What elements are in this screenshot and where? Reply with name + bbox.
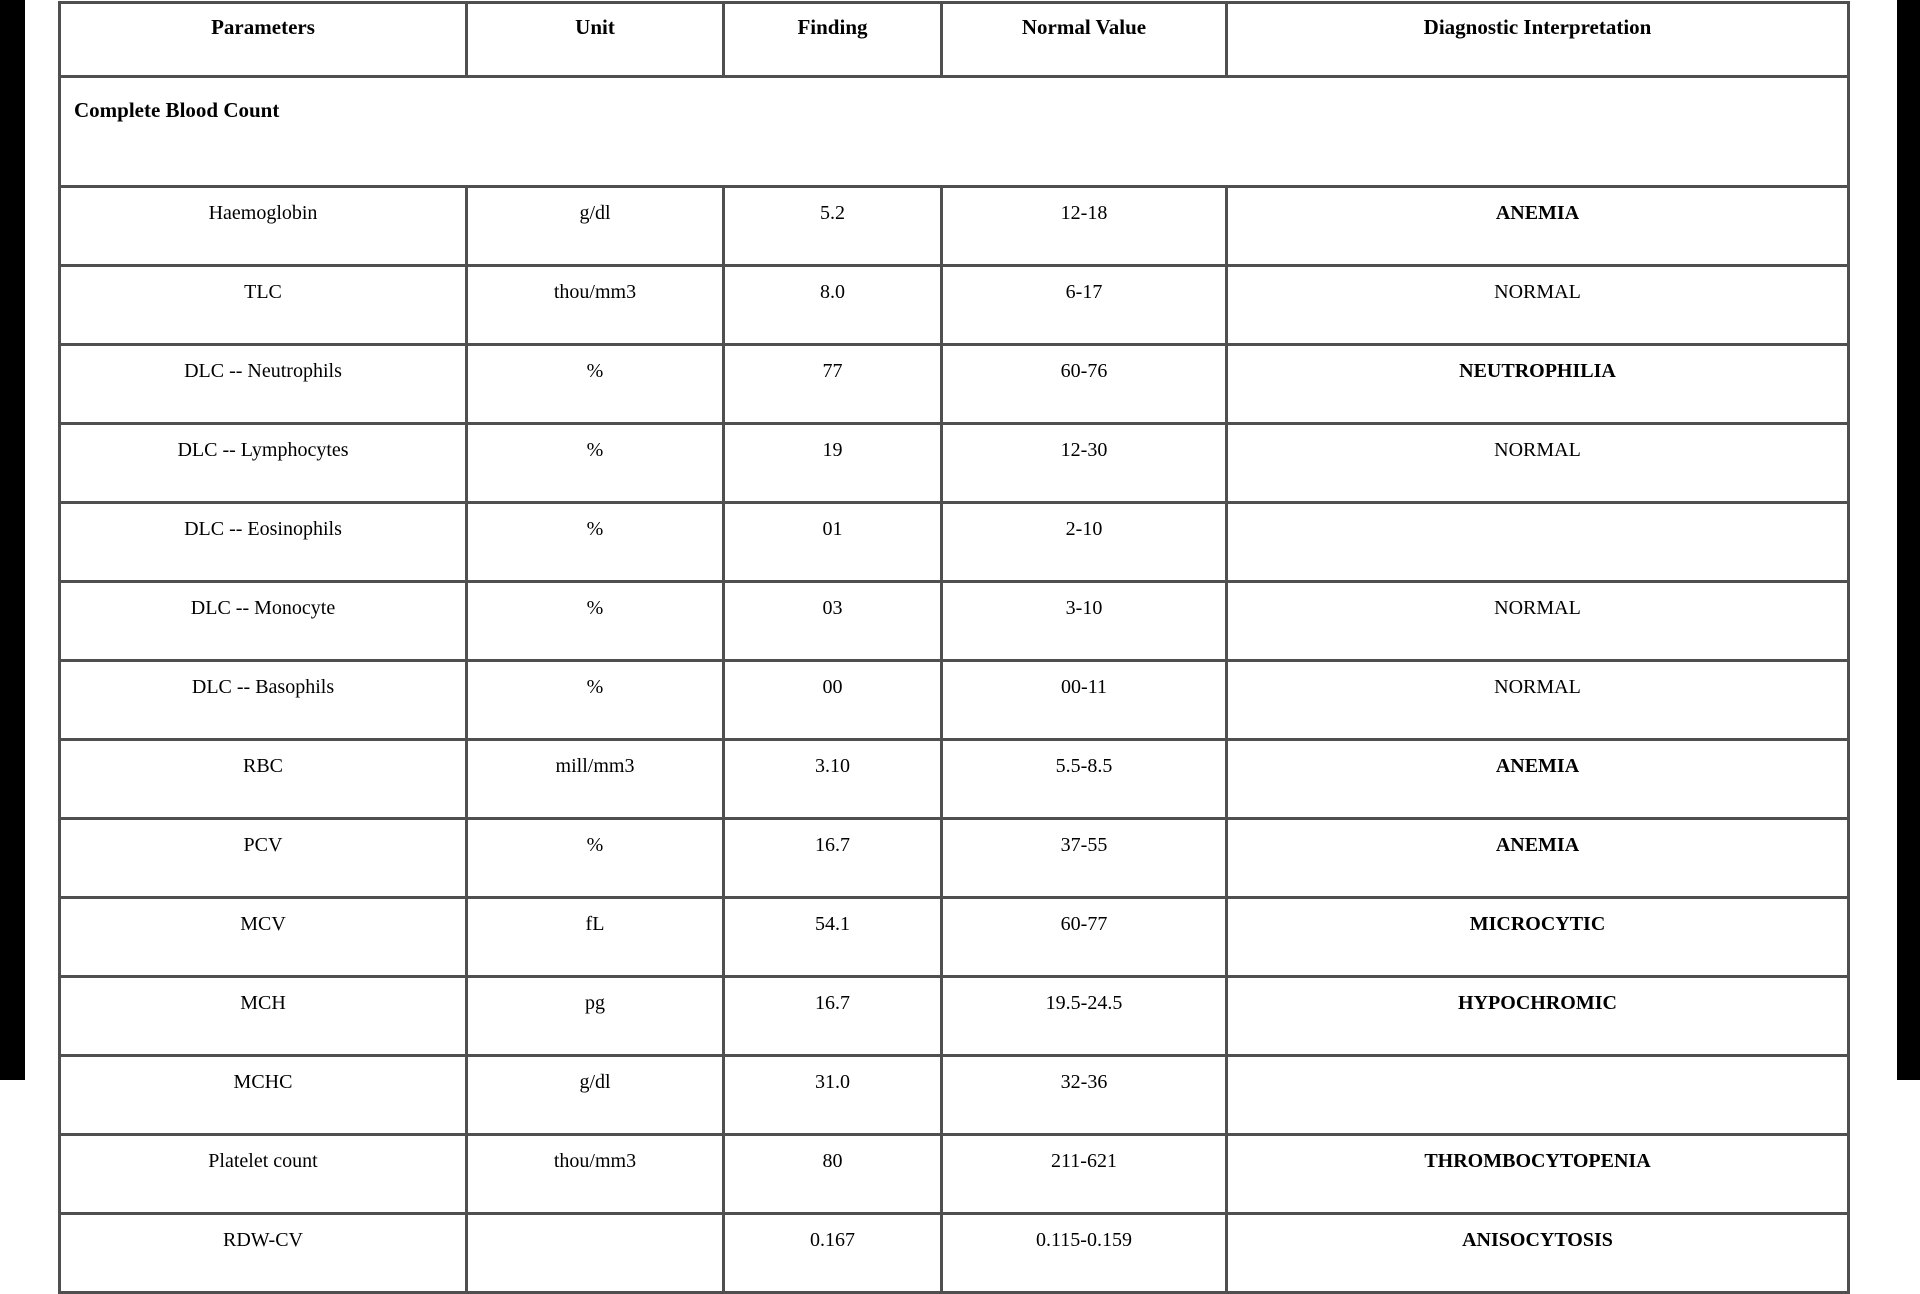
finding-cell: 00: [724, 661, 942, 740]
normal-cell: 12-18: [942, 187, 1227, 266]
finding-cell: 31.0: [724, 1056, 942, 1135]
unit-cell: g/dl: [467, 187, 724, 266]
finding-cell: 3.10: [724, 740, 942, 819]
interpretation-cell: HYPOCHROMIC: [1227, 977, 1849, 1056]
parameter-cell: PCV: [60, 819, 467, 898]
unit-cell: [467, 1214, 724, 1293]
normal-cell: 00-11: [942, 661, 1227, 740]
interpretation-cell: [1227, 503, 1849, 582]
unit-cell: thou/mm3: [467, 1135, 724, 1214]
interpretation-cell: NORMAL: [1227, 661, 1849, 740]
interpretation-cell: NORMAL: [1227, 424, 1849, 503]
unit-cell: g/dl: [467, 1056, 724, 1135]
header-diagnostic-interpretation: Diagnostic Interpretation: [1227, 3, 1849, 77]
table-row: [60, 977, 1849, 1056]
normal-cell: 6-17: [942, 266, 1227, 345]
interpretation-cell: [1227, 1056, 1849, 1135]
interpretation-cell: NORMAL: [1227, 266, 1849, 345]
parameter-cell: TLC: [60, 266, 467, 345]
table-row: [60, 661, 1849, 740]
unit-cell: %: [467, 345, 724, 424]
parameter-cell: DLC -- Monocyte: [60, 582, 467, 661]
header-finding: Finding: [724, 3, 942, 77]
interpretation-cell: NEUTROPHILIA: [1227, 345, 1849, 424]
normal-cell: 211-621: [942, 1135, 1227, 1214]
unit-cell: %: [467, 819, 724, 898]
normal-cell: 2-10: [942, 503, 1227, 582]
interpretation-cell: ANISOCYTOSIS: [1227, 1214, 1849, 1293]
normal-cell: 0.115-0.159: [942, 1214, 1227, 1293]
unit-cell: %: [467, 424, 724, 503]
normal-cell: 32-36: [942, 1056, 1227, 1135]
unit-cell: mill/mm3: [467, 740, 724, 819]
finding-cell: 19: [724, 424, 942, 503]
parameter-cell: DLC -- Basophils: [60, 661, 467, 740]
finding-cell: 54.1: [724, 898, 942, 977]
parameter-cell: RDW-CV: [60, 1214, 467, 1293]
normal-cell: 60-76: [942, 345, 1227, 424]
unit-cell: %: [467, 582, 724, 661]
unit-cell: pg: [467, 977, 724, 1056]
finding-cell: 80: [724, 1135, 942, 1214]
parameter-cell: DLC -- Neutrophils: [60, 345, 467, 424]
interpretation-cell: ANEMIA: [1227, 187, 1849, 266]
parameter-cell: MCHC: [60, 1056, 467, 1135]
interpretation-cell: MICROCYTIC: [1227, 898, 1849, 977]
header-unit: Unit: [467, 3, 724, 77]
finding-cell: 5.2: [724, 187, 942, 266]
finding-cell: 03: [724, 582, 942, 661]
table-row: [60, 582, 1849, 661]
parameter-cell: MCH: [60, 977, 467, 1056]
left-black-bar: [0, 0, 25, 1080]
table-row: [60, 819, 1849, 898]
section-title: Complete Blood Count: [60, 77, 1849, 187]
unit-cell: thou/mm3: [467, 266, 724, 345]
finding-cell: 01: [724, 503, 942, 582]
interpretation-cell: THROMBOCYTOPENIA: [1227, 1135, 1849, 1214]
header-parameters: Parameters: [60, 3, 467, 77]
normal-cell: 3-10: [942, 582, 1227, 661]
interpretation-cell: ANEMIA: [1227, 740, 1849, 819]
normal-cell: 19.5-24.5: [942, 977, 1227, 1056]
cbc-report-table: [58, 1, 1850, 1294]
normal-cell: 37-55: [942, 819, 1227, 898]
parameter-cell: DLC -- Lymphocytes: [60, 424, 467, 503]
table-row: [60, 187, 1849, 266]
table-row: [60, 345, 1849, 424]
table-row: [60, 1135, 1849, 1214]
table-header-row: [60, 3, 1849, 77]
finding-cell: 16.7: [724, 977, 942, 1056]
finding-cell: 0.167: [724, 1214, 942, 1293]
unit-cell: %: [467, 503, 724, 582]
interpretation-cell: NORMAL: [1227, 582, 1849, 661]
interpretation-cell: ANEMIA: [1227, 819, 1849, 898]
header-normal-value: Normal Value: [942, 3, 1227, 77]
table-row: [60, 503, 1849, 582]
section-row: [60, 77, 1849, 187]
finding-cell: 16.7: [724, 819, 942, 898]
table-row: [60, 740, 1849, 819]
parameter-cell: DLC -- Eosinophils: [60, 503, 467, 582]
table-row: [60, 424, 1849, 503]
normal-cell: 60-77: [942, 898, 1227, 977]
table-row: [60, 1056, 1849, 1135]
parameter-cell: RBC: [60, 740, 467, 819]
normal-cell: 12-30: [942, 424, 1227, 503]
table-row: [60, 266, 1849, 345]
table-row: [60, 898, 1849, 977]
unit-cell: fL: [467, 898, 724, 977]
normal-cell: 5.5-8.5: [942, 740, 1227, 819]
parameter-cell: Platelet count: [60, 1135, 467, 1214]
finding-cell: 77: [724, 345, 942, 424]
parameter-cell: MCV: [60, 898, 467, 977]
finding-cell: 8.0: [724, 266, 942, 345]
right-black-bar: [1897, 0, 1920, 1080]
parameter-cell: Haemoglobin: [60, 187, 467, 266]
unit-cell: %: [467, 661, 724, 740]
table-row: [60, 1214, 1849, 1293]
